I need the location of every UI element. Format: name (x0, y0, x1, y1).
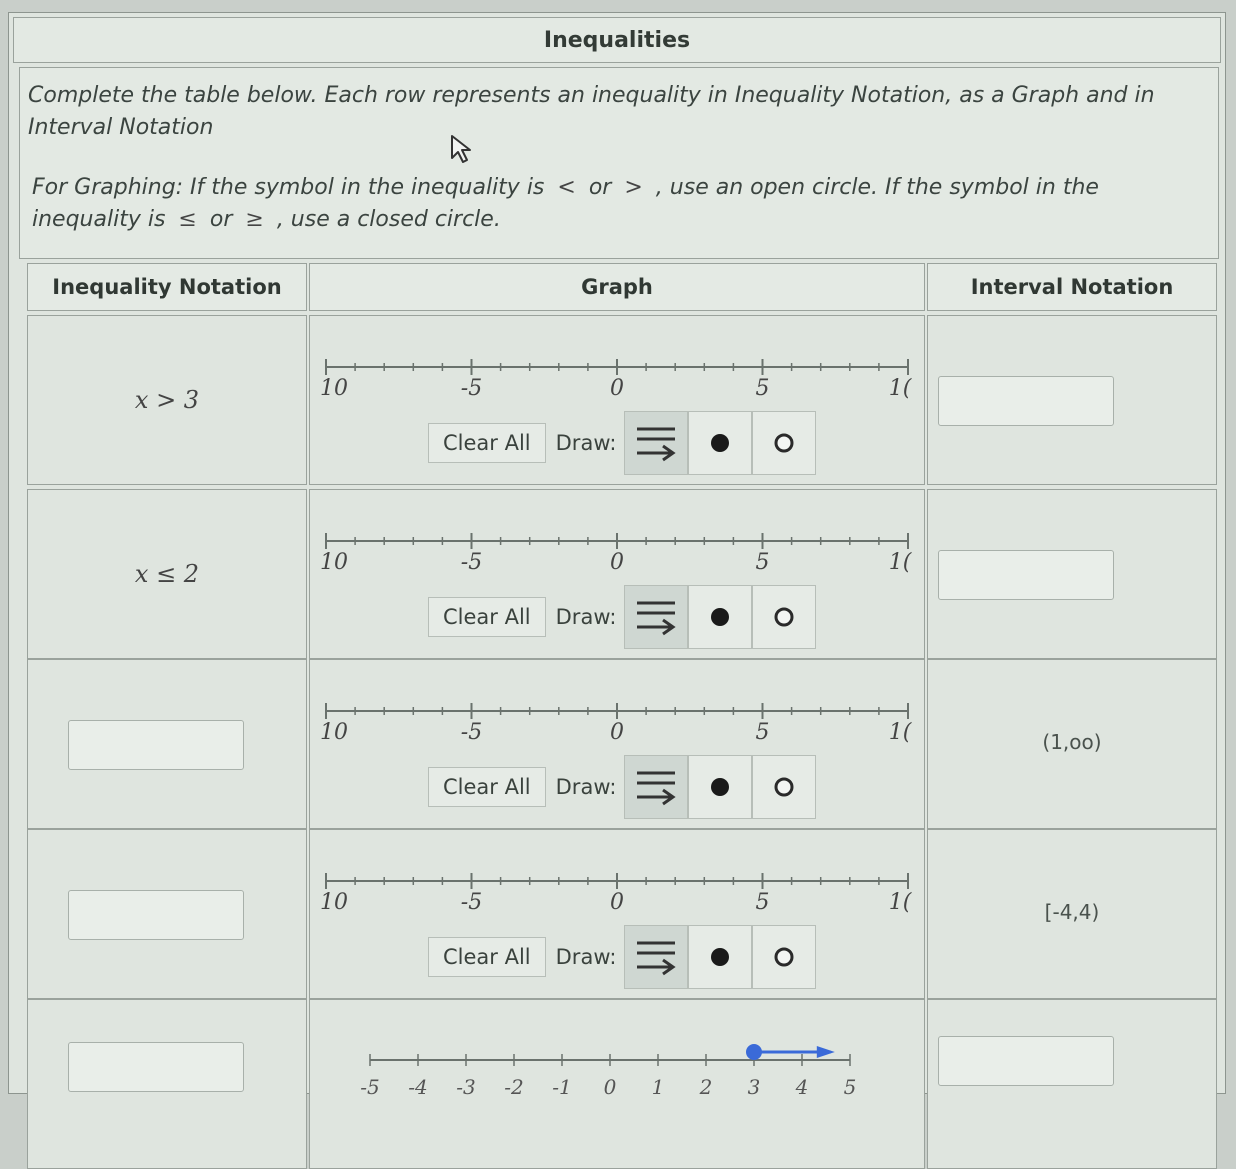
open-circle-icon[interactable] (752, 755, 816, 819)
interval-value: [-4,4) (1044, 900, 1100, 924)
row5-tick-label: -1 (552, 1075, 572, 1099)
draw-toolbar (428, 412, 816, 474)
header-graph: Graph (309, 263, 925, 311)
tick-label: 1( (888, 890, 912, 915)
row5-number-line[interactable] (350, 1044, 910, 1124)
tick-label: 5 (755, 550, 770, 575)
graph-cell (309, 315, 925, 485)
open-circle-icon[interactable] (752, 925, 816, 989)
draw-toolbar (428, 586, 816, 648)
tick-label: 1( (888, 550, 912, 575)
inequality-cell (27, 315, 307, 485)
tick-label: 0 (610, 890, 624, 915)
tick-label: 5 (755, 720, 770, 745)
open-circle-icon[interactable] (752, 411, 816, 475)
inequality-cell (27, 829, 307, 999)
instructions (19, 67, 1219, 259)
closed-circle-icon[interactable] (688, 585, 752, 649)
header-inequality-notation: Inequality Notation (27, 263, 307, 311)
interval-cell (927, 315, 1217, 485)
interval-cell (927, 829, 1217, 999)
inequalities-panel (8, 12, 1226, 1099)
header-interval-notation: Interval Notation (927, 263, 1217, 311)
inequality-input[interactable] (68, 720, 244, 770)
tick-label: 5 (755, 890, 770, 915)
page-title: Inequalities (13, 17, 1221, 63)
draw-toolbar (428, 926, 816, 988)
ray-tool-icon[interactable] (624, 411, 688, 475)
open-circle-text: , use an open circle. If the symbol in the inequality is (32, 175, 1099, 232)
row5-closed-point (747, 1045, 761, 1059)
closed-circle-icon[interactable] (688, 925, 752, 989)
inequality-cell (27, 489, 307, 659)
ge-symbol: ≥ (245, 207, 264, 232)
graph-cell (309, 829, 925, 999)
interval-input[interactable] (938, 1036, 1114, 1086)
tick-label: 0 (610, 720, 624, 745)
clear-all-button[interactable]: Clear All (428, 597, 546, 637)
row5-tick-label: -5 (360, 1075, 380, 1099)
inequality-cell (27, 999, 307, 1169)
tick-label: 1( (888, 720, 912, 745)
draw-label: Draw: (555, 775, 617, 799)
graph-cell (309, 999, 925, 1169)
row5-tick-label: 5 (843, 1075, 857, 1099)
ray-tool-icon[interactable] (624, 755, 688, 819)
graph-cell (309, 489, 925, 659)
tick-label: 1( (888, 376, 912, 401)
ray-tool-icon[interactable] (624, 925, 688, 989)
clear-all-button[interactable]: Clear All (428, 423, 546, 463)
row5-tick-label: 3 (747, 1075, 761, 1099)
ray-tool-icon[interactable] (624, 585, 688, 649)
clear-all-button[interactable]: Clear All (428, 767, 546, 807)
closed-circle-icon[interactable] (688, 411, 752, 475)
row5-arrowhead (817, 1046, 835, 1058)
tick-label: 10 (320, 890, 348, 915)
row5-tick-label: 1 (651, 1075, 665, 1099)
draw-label: Draw: (555, 945, 617, 969)
tick-label: -5 (460, 376, 483, 401)
interval-cell (927, 489, 1217, 659)
tick-label: 0 (610, 550, 624, 575)
graph-cell (309, 659, 925, 829)
draw-label: Draw: (555, 431, 617, 455)
inequality-input[interactable] (68, 1042, 244, 1092)
draw-toolbar (428, 756, 816, 818)
instructions-line1: Complete the table below. Each row represents an inequality in Inequality Notation, as a Graph and in Interval Notation (28, 83, 1155, 140)
tick-label: -5 (460, 890, 483, 915)
interval-value: (1,oo) (1042, 730, 1102, 754)
open-circle-icon[interactable] (752, 585, 816, 649)
graph-prefix: For Graphing: If the symbol in the inequality is (32, 175, 545, 200)
or-word-1: or (588, 175, 612, 200)
inequality-expression: x ≤ 2 (134, 560, 200, 588)
le-symbol: ≤ (178, 207, 197, 232)
tick-label: 10 (320, 550, 348, 575)
inequality-input[interactable] (68, 890, 244, 940)
inequality-cell (27, 659, 307, 829)
interval-input[interactable] (938, 376, 1114, 426)
tick-label: 5 (755, 376, 770, 401)
tick-label: -5 (460, 720, 483, 745)
or-word-2: or (209, 207, 233, 232)
tick-label: 10 (320, 376, 348, 401)
inequality-expression: x > 3 (134, 386, 200, 414)
tick-label: 10 (320, 720, 348, 745)
closed-circle-icon[interactable] (688, 755, 752, 819)
row5-tick-label: 4 (795, 1075, 809, 1099)
row5-tick-label: 0 (603, 1075, 617, 1099)
interval-cell (927, 999, 1217, 1169)
lt-symbol: < (557, 175, 576, 200)
tick-label: -5 (460, 550, 483, 575)
interval-input[interactable] (938, 550, 1114, 600)
gt-symbol: > (624, 175, 643, 200)
tick-label: 0 (610, 376, 624, 401)
closed-circle-text: , use a closed circle. (276, 207, 501, 232)
row5-tick-label: -2 (504, 1075, 524, 1099)
clear-all-button[interactable]: Clear All (428, 937, 546, 977)
interval-cell (927, 659, 1217, 829)
row5-tick-label: -3 (456, 1075, 476, 1099)
row5-tick-label: -4 (408, 1075, 428, 1099)
mouse-cursor-icon (450, 134, 476, 164)
row5-tick-label: 2 (699, 1075, 713, 1099)
instructions-graphing (32, 172, 1178, 236)
draw-label: Draw: (555, 605, 617, 629)
